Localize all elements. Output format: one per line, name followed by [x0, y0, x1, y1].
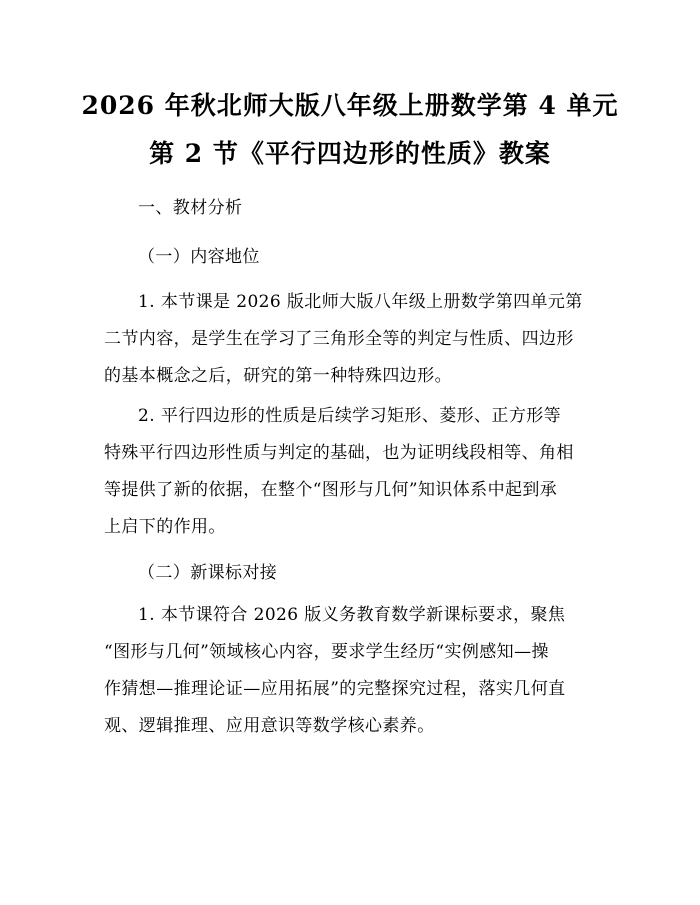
paragraph-line: 2. 平行四边形的性质是后续学习矩形、菱形、正方形等: [138, 406, 562, 426]
subsection-heading-curriculum-standards: （二）新课标对接: [138, 563, 278, 583]
subsection-heading-content-position: （一）内容地位: [138, 247, 260, 267]
document-title-line-1: 2026 年秋北师大版八年级上册数学第 4 单元: [81, 91, 619, 120]
paragraph-line: 观、逻辑推理、应用意识等数学核心素养。: [104, 716, 435, 736]
paragraph-line: 作猜想—推理论证—应用拓展”的完整探究过程，落实几何直: [104, 679, 566, 699]
paragraph-content-position-2: [104, 398, 596, 546]
paragraph-line: 等提供了新的依据，在整个“图形与几何”知识体系中起到承: [104, 480, 558, 500]
section-heading-teaching-material-analysis: 一、教材分析: [138, 198, 243, 218]
paragraph-line: 1. 本节课是 2026 版北师大版八年级上册数学第四单元第: [138, 292, 583, 312]
document-title-line-2: 第 2 节《平行四边形的性质》教案: [149, 139, 551, 168]
paragraph-line: 二节内容，是学生在学习了三角形全等的判定与性质、四边形: [104, 329, 574, 349]
paragraph-line: “图形与几何”领域核心内容，要求学生经历“实例感知—操: [104, 642, 549, 662]
paragraph-line: 的基本概念之后，研究的第一种特殊四边形。: [104, 366, 452, 386]
paragraph-line: 上启下的作用。: [104, 517, 226, 537]
paragraph-content-position-1: [104, 284, 596, 395]
paragraph-curriculum-standards-1: [104, 597, 596, 745]
paragraph-line: 1. 本节课符合 2026 版义务教育数学新课标要求，聚焦: [138, 605, 566, 625]
paragraph-line: 特殊平行四边形性质与判定的基础，也为证明线段相等、角相: [104, 443, 574, 463]
